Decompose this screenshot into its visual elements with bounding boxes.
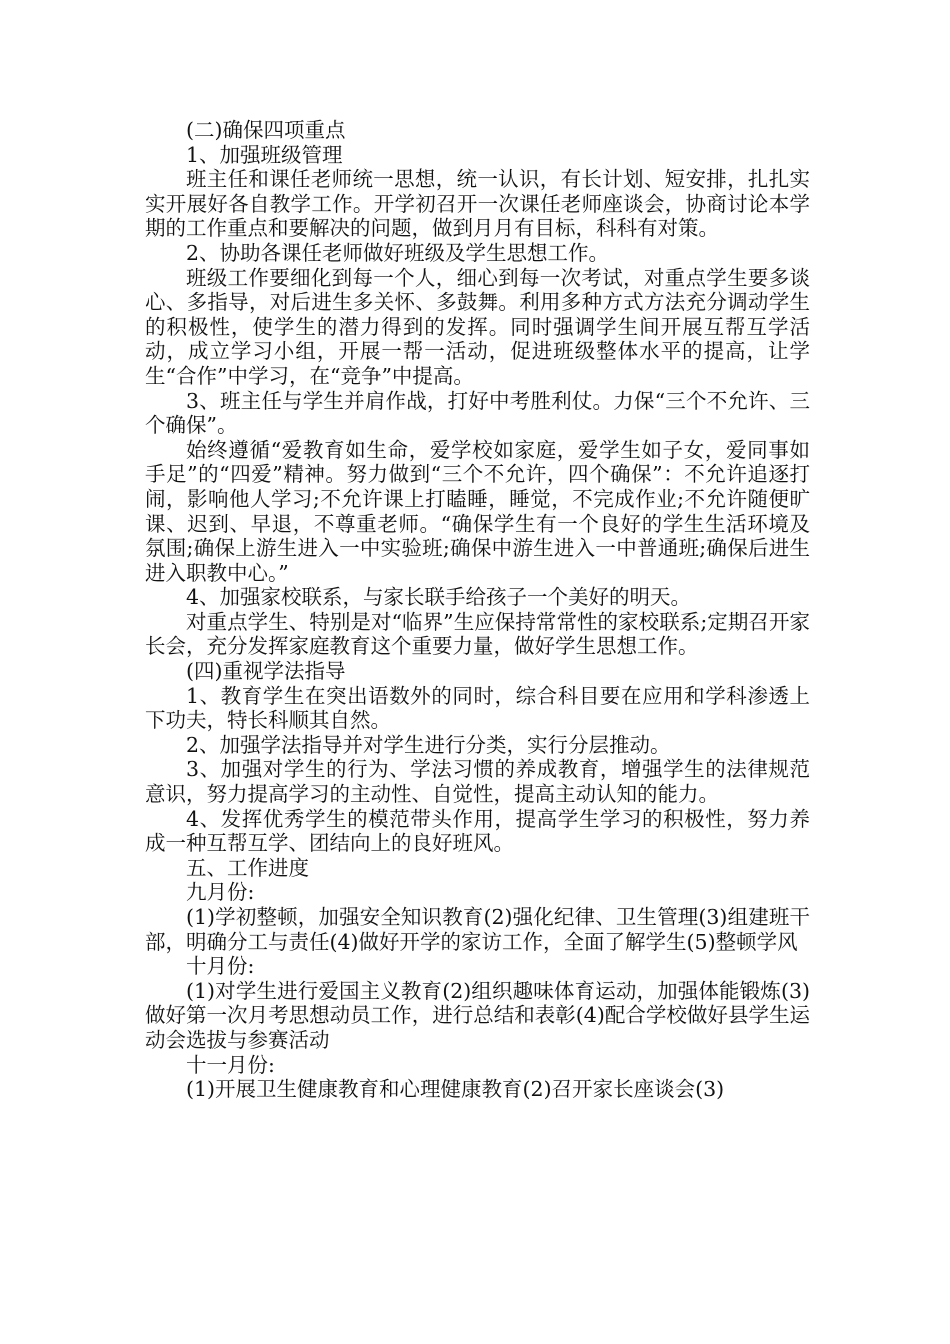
paragraph: 4、发挥优秀学生的模范带头作用，提高学生学习的积极性，努力养成一种互帮互学、团结向上的良好班风。 xyxy=(145,806,810,856)
paragraph: 1、教育学生在突出语数外的同时，综合科目要在应用和学科渗透上下功夫，特长科顺其自然。 xyxy=(145,683,810,733)
paragraph: 3、加强对学生的行为、学法习惯的养成教育，增强学生的法律规范意识，努力提高学习的主动性、自觉性，提高主动认知的能力。 xyxy=(145,757,810,807)
paragraph: 2、加强学法指导并对学生进行分类，实行分层推动。 xyxy=(186,732,671,757)
paragraph: (1)对学生进行爱国主义教育(2)组织趣味体育运动，加强体能锻炼(3)做好第一次月考思想动员工作，进行总结和表彰(4)配合学校做好县学生运动会选拔与参赛活动 xyxy=(145,978,810,1052)
paragraph: 班主任和课任老师统一思想，统一认识，有长计划、短安排，扎扎实实开展好各自教学工作。开学初召开一次课任老师座谈会，协商讨论本学期的工作重点和要解决的问题，做到月月有目标，科科有对策。 xyxy=(145,167,810,241)
subsection-heading: 2、协助各课任老师做好班级及学生思想工作。 xyxy=(186,240,610,265)
paragraph: 始终遵循“爱教育如生命，爱学校如家庭，爱学生如子女，爱同事如手足”的“四爱”精神。努力做到“三个不允许，四个确保”：不允许追逐打闹，影响他人学习;不允许课上打瞌睡，睡觉，不完成作业;不允许随便旷课、迟到、早退，不尊重老师。“确保学生有一个良好的学生生活环境及氛围;确保上游生进入一中实验班;确保中游生进入一中普通班;确保后进生进入职教中心。” xyxy=(145,437,810,585)
subsection-heading: 3、班主任与学生并肩作战，打好中考胜利仗。力保“三个不允许、三个确保”。 xyxy=(145,388,810,438)
month-heading: 九月份: xyxy=(186,880,255,905)
paragraph: (1)开展卫生健康教育和心理健康教育(2)召开家长座谈会(3) xyxy=(186,1077,725,1102)
paragraph: (1)学初整顿，加强安全知识教育(2)强化纪律、卫生管理(3)组建班干部，明确分工与责任(4)做好开学的家访工作，全面了解学生(5)整顿学风 xyxy=(145,905,810,954)
section-heading: (四)重视学法指导 xyxy=(186,659,346,684)
month-heading: 十月份: xyxy=(186,954,255,979)
section-heading: 五、工作进度 xyxy=(186,855,309,880)
subsection-heading: 1、加强班级管理 xyxy=(186,142,343,167)
paragraph: 对重点学生、特别是对“临界”生应保持常常性的家校联系;定期召开家长会，充分发挥家庭教育这个重要力量，做好学生思想工作。 xyxy=(145,609,810,659)
paragraph: 班级工作要细化到每一个人，细心到每一次考试，对重点学生要多谈心、多指导，对后进生多关怀、多鼓舞。利用多种方式方法充分调动学生的积极性，使学生的潜力得到的发挥。同时强调学生间开展互帮互学活动，成立学习小组，开展一帮一活动，促进班级整体水平的提高，让学生“合作”中学习，在“竞争”中提高。 xyxy=(145,265,810,388)
section-heading: (二)确保四项重点 xyxy=(186,118,346,142)
document-body xyxy=(145,118,810,1102)
subsection-heading: 4、加强家校联系，与家长联手给孩子一个美好的明天。 xyxy=(186,585,692,610)
month-heading: 十一月份: xyxy=(186,1052,275,1077)
